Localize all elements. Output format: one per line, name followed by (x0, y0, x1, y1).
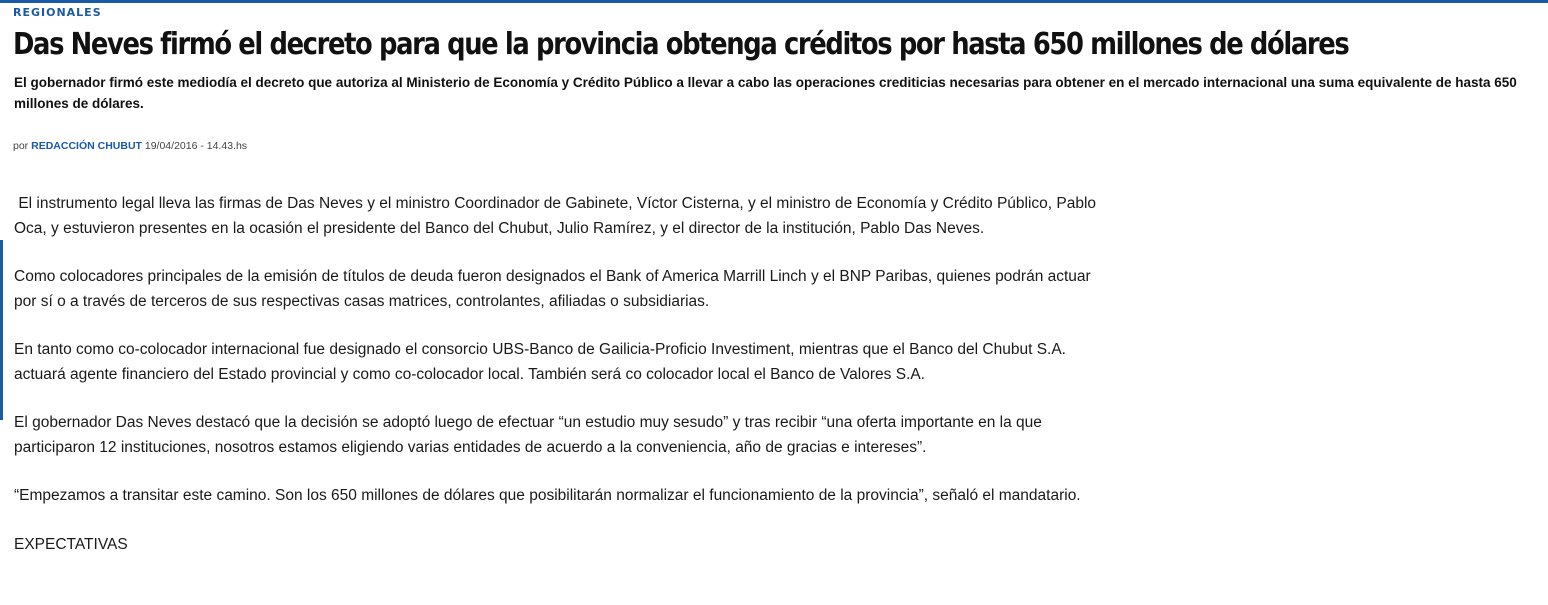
article-paragraph: En tanto como co-colocador internacional fue designado el consorcio UBS-Banco de Gailicia-Proficio Investiment, mientras que el Banco del Chubut S.A. actuará agente financiero del Estado provincial y como co-colocador local. También será co colocador local el Banco de Valores S.A. (14, 341, 1066, 383)
article-paragraph: Como colocadores principales de la emisión de títulos de deuda fueron designados el Bank of America Marrill Linch y el BNP Paribas, quienes podrán actuar por sí o a través de terceros de sus respectivas casas matrices, controlantes, afiliadas o subsidiarias. (14, 268, 1091, 310)
author-link[interactable]: REDACCIÓN CHUBUT (31, 140, 142, 152)
byline (13, 140, 247, 152)
top-accent-bar (0, 0, 1548, 3)
article-paragraph: “Empezamos a transitar este camino. Son los 650 millones de dólares que posibilitarán normalizar el funcionamiento de la provincia”, señaló el mandatario. (14, 487, 1081, 504)
article-headline: Das Neves firmó el decreto para que la provincia obtenga créditos por hasta 650 millones de dólares (13, 27, 1349, 62)
article-paragraph: El instrumento legal lleva las firmas de Das Neves y el ministro Coordinador de Gabinete, Víctor Cisterna, y el ministro de Economía y Crédito Público, Pablo Oca, y estuvieron presentes en la ocasión el presidente del Banco del Chubut, Julio Ramírez, y el director de la institución, Pablo Das Neves. (14, 195, 1101, 237)
article-paragraph: El gobernador Das Neves destacó que la decisión se adoptó luego de efectuar “un estudio muy sesudo” y tras recibir “una oferta importante en la que participaron 12 instituciones, nosotros estamos eligiendo varias entidades de acuerdo a la conveniencia, año de gracias e intereses”. (14, 414, 1042, 456)
left-accent-bar (0, 240, 3, 420)
byline-prefix: por (13, 140, 29, 152)
article-body (14, 192, 1099, 557)
article-section-heading: EXPECTATIVAS (14, 535, 128, 553)
article-subtitle: El gobernador firmó este mediodía el decreto que autoriza al Ministerio de Economía y Crédito Público a llevar a cabo las operaciones crediticias necesarias para obtener en el mercado internacional una suma equivalente de hasta 650 millones de dólares. (14, 75, 1517, 111)
section-label-link[interactable]: REGIONALES (13, 6, 102, 19)
publish-datetime: 19/04/2016 - 14.43.hs (144, 140, 248, 152)
